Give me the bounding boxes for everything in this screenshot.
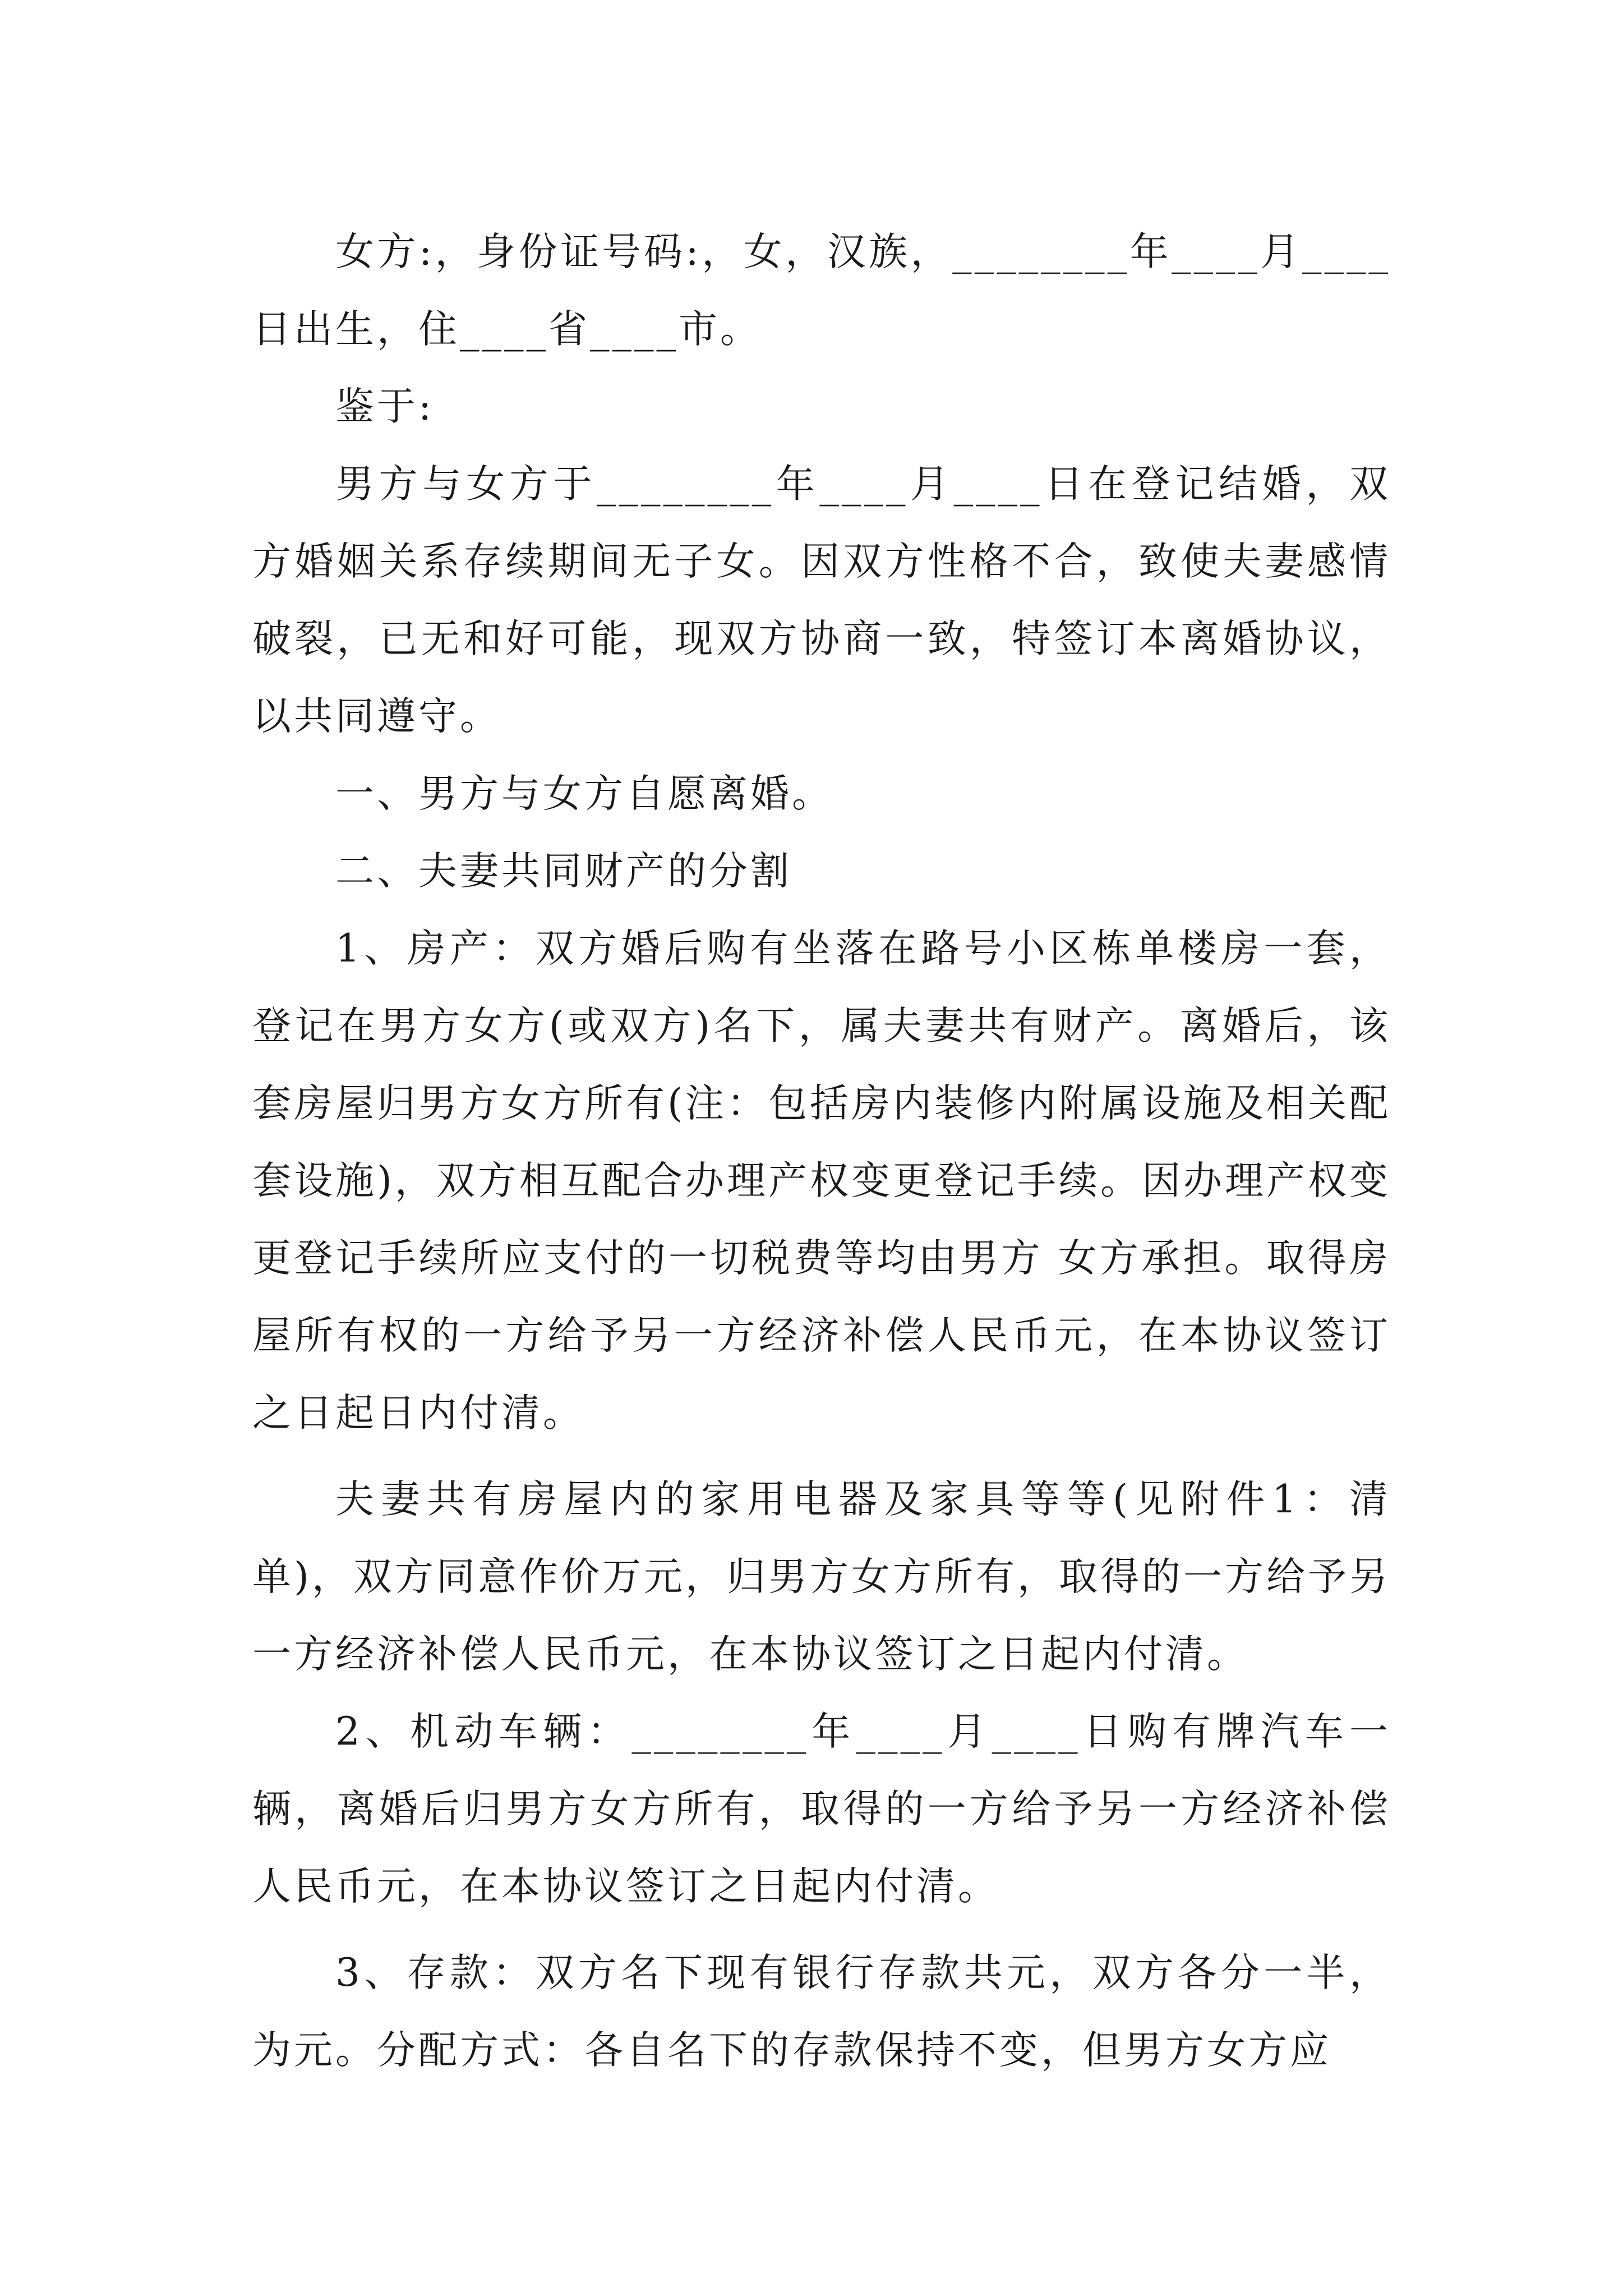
paragraph-female-party-info: 女方:，身份证号码:，女，汉族，________年____月____日出生，住____省____市。 <box>252 229 1391 352</box>
paragraph-property-house: 1、房产：双方婚后购有坐落在路号小区栋单楼房一套，登记在男方女方(或双方)名下，属夫妻共有财产。离婚后，该套房屋归男方女方所有(注：包括房内装修内附属设施及相关配套设施)，双方相互配合办理产权变更登记手续。因办理产权变更登记手续所应支付的一切税费等均由男方 女方承担。取得房屋所有权的一方给予另一方经济补偿人民币元，在本协议签订之日起日内付清。 <box>252 926 1391 1435</box>
paragraph-clause-2-heading: 二、夫妻共同财产的分割 <box>335 849 792 894</box>
paragraph-marriage-background: 男方与女方于________年____月____日在登记结婚，双方婚姻关系存续期间无子女。因双方性格不合，致使夫妻感情破裂，已无和好可能，现双方协商一致，特签订本离婚协议，以共同遵守。 <box>252 462 1391 739</box>
document-body <box>252 213 1391 2089</box>
paragraph-clause-1: 一、男方与女方自愿离婚。 <box>335 771 833 816</box>
paragraph-deposits: 3、存款：双方名下现有银行存款共元，双方各分一半，为元。分配方式：各自名下的存款保持不变，但男方女方应 <box>252 1950 1391 2073</box>
paragraph-vehicle: 2、机动车辆：________年____月____日购有牌汽车一辆，离婚后归男方女方所有，取得的一方给予另一方经济补偿人民币元，在本协议签订之日起内付清。 <box>252 1709 1391 1909</box>
paragraph-household-items: 夫妻共有房屋内的家用电器及家具等等(见附件1：清单)，双方同意作价万元，归男方女方所有，取得的一方给予另一方经济补偿人民币元，在本协议签订之日起内付清。 <box>252 1477 1391 1677</box>
paragraph-whereas: 鉴于: <box>335 384 435 429</box>
